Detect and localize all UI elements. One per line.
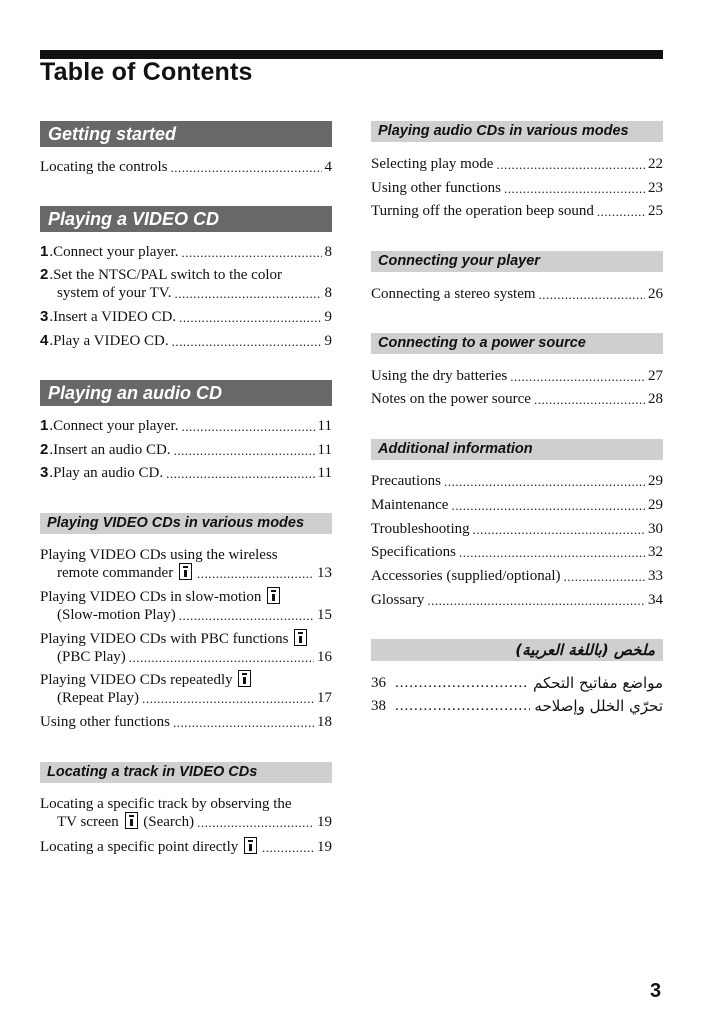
toc-entry[interactable] [40, 671, 332, 707]
toc-step[interactable]: 2.Insert an audio CD. ..... 11 [40, 441, 332, 459]
step-number: 4 [40, 332, 49, 349]
page-ref: 26 [648, 286, 663, 302]
page-ref: 30 [648, 521, 663, 537]
entry-title-cont: (PBC Play) [57, 649, 126, 665]
toc-entry[interactable] [40, 588, 332, 624]
entry-title: Maintenance [371, 497, 449, 513]
entry-title: Using the dry batteries [371, 368, 508, 384]
page-ref: 22 [648, 156, 663, 172]
step-number: 3 [40, 308, 49, 325]
entry-title: Playing VIDEO CDs in slow-motion [40, 589, 262, 605]
section-header-locating-track: Locating a track in VIDEO CDs [40, 762, 332, 783]
page-ref: 16 [317, 649, 332, 665]
toc-entry[interactable] [40, 838, 332, 856]
toc-entry[interactable] [371, 367, 663, 385]
step-number: 1 [40, 417, 49, 434]
page-ref: 29 [648, 497, 663, 513]
remote-commander-icon [238, 670, 251, 687]
remote-commander-icon [244, 837, 257, 854]
step-text: Play an audio CD. [53, 465, 164, 481]
entry-title: Using other functions [40, 714, 170, 730]
toc-step[interactable]: 2.Set the NTSC/PAL switch to the color system of your TV. ..... 8 [40, 266, 332, 302]
entry-title: Locating a specific point directly [40, 839, 239, 855]
step-number: 2 [40, 441, 49, 458]
toc-entry[interactable] [40, 630, 332, 666]
toc-entry-arabic[interactable] [371, 672, 663, 694]
remote-commander-icon [179, 563, 192, 580]
page-ref: 8 [324, 285, 332, 301]
page-ref: 11 [317, 465, 332, 481]
toc-entry[interactable] [371, 520, 663, 538]
step-number: 2 [40, 266, 49, 283]
entry-title: تحرّي الخلل وإصلاحه [534, 697, 663, 715]
toc-step[interactable]: 1.Connect your player. ..... 11 [40, 417, 332, 435]
toc-entry[interactable] [371, 155, 663, 173]
toc-step[interactable]: 1.Connect your player. ..... 8 [40, 243, 332, 261]
entry-title-cont: remote commander [57, 565, 174, 581]
page-ref: 9 [324, 309, 332, 325]
entry-title: Specifications [371, 544, 456, 560]
entry-title: Connecting a stereo system [371, 286, 536, 302]
entry-title: Glossary [371, 592, 425, 608]
entry-title-cont: TV screen [57, 814, 119, 830]
page-ref: 9 [324, 333, 332, 349]
step-number: 1 [40, 243, 49, 260]
page-ref: 11 [317, 442, 332, 458]
entry-title-cont: (Slow-motion Play) [57, 607, 176, 623]
page-ref: 11 [317, 418, 332, 434]
page-ref: 19 [317, 839, 332, 855]
entry-title-cont: (Repeat Play) [57, 690, 140, 706]
toc-entry[interactable] [371, 567, 663, 585]
step-text: Connect your player. [53, 244, 179, 260]
entry-title: Using other functions [371, 180, 501, 196]
page-ref: 19 [317, 814, 332, 830]
page-ref: 4 [324, 159, 332, 175]
entry-title-cont-b: (Search) [143, 814, 195, 830]
page-title: Table of Contents [40, 58, 253, 86]
toc-entry[interactable] [40, 713, 332, 731]
toc-entry[interactable] [371, 591, 663, 609]
section-header-playing-audio-modes: Playing audio CDs in various modes [371, 121, 663, 142]
section-header-additional-info: Additional information [371, 439, 663, 460]
toc-entry[interactable] [371, 202, 663, 220]
entry-title: Playing VIDEO CDs repeatedly [40, 672, 233, 688]
step-number: 3 [40, 464, 49, 481]
page-ref: 34 [648, 592, 663, 608]
section-header-playing-audio-cd: Playing an audio CD [40, 380, 332, 406]
page-ref: 25 [648, 203, 663, 219]
section-header-power-source: Connecting to a power source [371, 333, 663, 354]
toc-entry[interactable] [40, 546, 332, 582]
entry-title: Selecting play mode [371, 156, 494, 172]
step-text: Connect your player. [53, 418, 179, 434]
toc-entry[interactable] [40, 158, 332, 176]
toc-entry[interactable] [40, 795, 332, 831]
page-ref: 8 [324, 244, 332, 260]
step-text: Insert an audio CD. [53, 442, 171, 458]
step-text: Insert a VIDEO CD. [53, 309, 177, 325]
page-ref: 38 [371, 697, 386, 714]
toc-step[interactable]: 3.Insert a VIDEO CD. ..... 9 [40, 308, 332, 326]
step-text: Play a VIDEO CD. [53, 333, 169, 349]
page-ref: 23 [648, 180, 663, 196]
toc-entry[interactable] [371, 179, 663, 197]
toc-entry-arabic[interactable] [371, 695, 663, 717]
page-ref: 27 [648, 368, 663, 384]
entry-title: Playing VIDEO CDs using the wireless [40, 547, 278, 563]
entry-title: Precautions [371, 473, 441, 489]
toc-entry[interactable] [371, 543, 663, 561]
toc-entry[interactable] [371, 472, 663, 490]
step-text-cont: system of your TV. [57, 285, 172, 301]
entry-title: Playing VIDEO CDs with PBC functions [40, 631, 289, 647]
section-header-arabic: ملخص (باللغة العربية) [371, 639, 663, 661]
entry-title: Accessories (supplied/optional) [371, 568, 561, 584]
page-number: 3 [650, 980, 662, 1002]
toc-entry[interactable] [371, 285, 663, 303]
section-header-playing-video-cd: Playing a VIDEO CD [40, 206, 332, 232]
page-ref: 32 [648, 544, 663, 560]
page-ref: 18 [317, 714, 332, 730]
toc-entry[interactable] [371, 390, 663, 408]
remote-commander-icon [294, 629, 307, 646]
section-header-getting-started: Getting started [40, 121, 332, 147]
entry-title: Troubleshooting [371, 521, 470, 537]
entry-title: Locating the controls [40, 159, 168, 175]
page-ref: 28 [648, 391, 663, 407]
page-ref: 17 [317, 690, 332, 706]
page-ref: 36 [371, 674, 386, 691]
entry-title: Turning off the operation beep sound [371, 203, 594, 219]
section-header-connecting-player: Connecting your player [371, 251, 663, 272]
step-text: Set the NTSC/PAL switch to the color [53, 267, 282, 283]
toc-step[interactable]: 4.Play a VIDEO CD. ..... 9 [40, 332, 332, 350]
entry-title: Locating a specific track by observing the [40, 796, 292, 812]
entry-title: Notes on the power source [371, 391, 531, 407]
page-ref: 13 [317, 565, 332, 581]
remote-commander-icon [125, 812, 138, 829]
page-ref: 29 [648, 473, 663, 489]
page-ref: 33 [648, 568, 663, 584]
toc-step[interactable]: 3.Play an audio CD. ..... 11 [40, 464, 332, 482]
toc-entry[interactable] [371, 496, 663, 514]
remote-commander-icon [267, 587, 280, 604]
page-ref: 15 [317, 607, 332, 623]
entry-title: مواضع مفاتيح التحكم [533, 674, 663, 692]
section-header-playing-video-modes: Playing VIDEO CDs in various modes [40, 513, 332, 534]
